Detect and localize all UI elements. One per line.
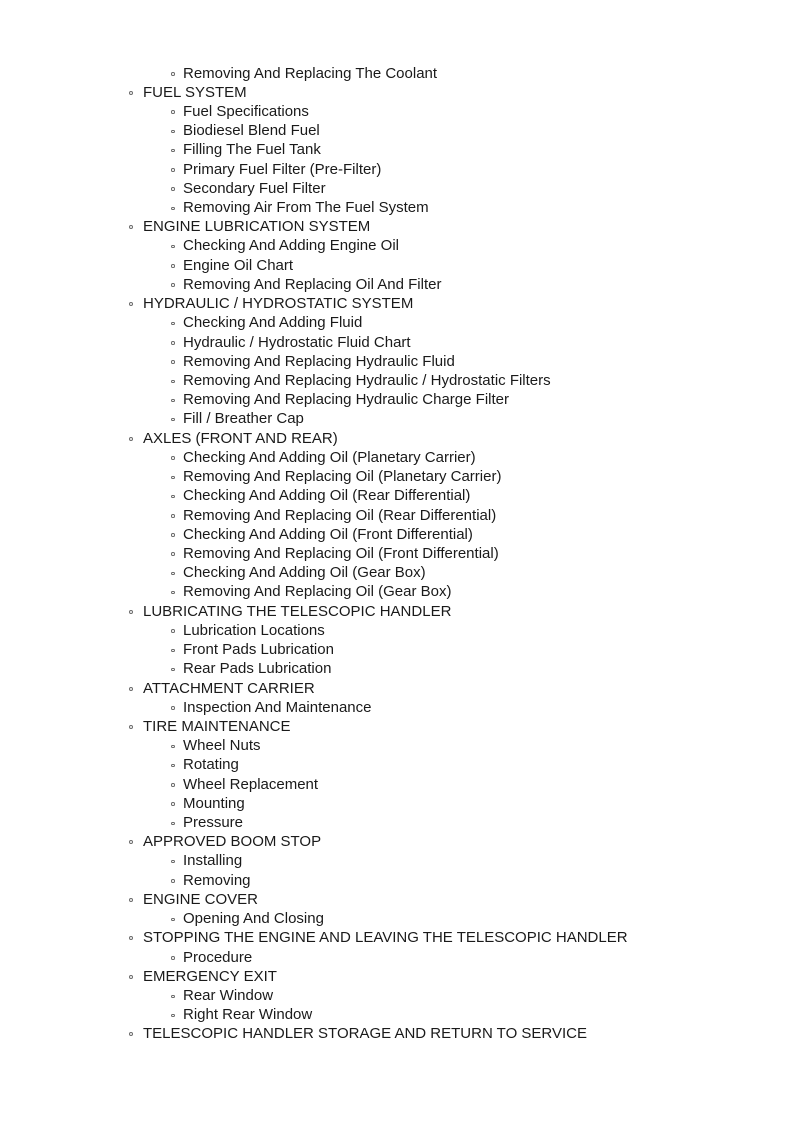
bullet-icon bbox=[171, 591, 175, 595]
bullet-icon bbox=[171, 552, 175, 556]
toc-section-label: APPROVED BOOM STOP bbox=[143, 833, 322, 851]
bullet-icon bbox=[171, 380, 175, 384]
toc-subsection-label: Fill / Breather Cap bbox=[183, 410, 304, 428]
toc-subsection bbox=[0, 333, 794, 352]
toc-section bbox=[0, 832, 794, 851]
toc-subsection bbox=[0, 467, 794, 486]
bullet-icon bbox=[171, 187, 175, 191]
toc-subsection bbox=[0, 986, 794, 1005]
toc-section-label: LUBRICATING THE TELESCOPIC HANDLER bbox=[143, 602, 452, 620]
toc-subsection-label: Removing And Replacing Oil (Front Differential) bbox=[183, 544, 499, 562]
toc-subsection bbox=[0, 659, 794, 678]
bullet-icon bbox=[171, 245, 175, 249]
toc-section bbox=[0, 217, 794, 236]
bullet-icon bbox=[129, 1032, 133, 1036]
bullet-icon bbox=[129, 687, 133, 691]
bullet-icon bbox=[129, 91, 133, 95]
toc-subsection bbox=[0, 794, 794, 813]
toc-subsection-label: Front Pads Lubrication bbox=[183, 641, 334, 659]
toc-section-label: TELESCOPIC HANDLER STORAGE AND RETURN TO SERVICE bbox=[143, 1025, 587, 1043]
toc-subsection bbox=[0, 909, 794, 928]
bullet-icon bbox=[171, 995, 175, 999]
toc-subsection-label: Mounting bbox=[183, 794, 245, 812]
bullet-icon bbox=[129, 840, 133, 844]
bullet-icon bbox=[171, 283, 175, 287]
toc-section bbox=[0, 928, 794, 947]
toc-subsection-label: Secondary Fuel Filter bbox=[183, 179, 326, 197]
toc-subsection bbox=[0, 640, 794, 659]
toc-section bbox=[0, 294, 794, 313]
toc-subsection bbox=[0, 1005, 794, 1024]
toc-section-label: ATTACHMENT CARRIER bbox=[143, 679, 315, 697]
toc-subsection-label: Checking And Adding Oil (Rear Differential) bbox=[183, 487, 471, 505]
bullet-icon bbox=[171, 110, 175, 114]
toc-subsection bbox=[0, 563, 794, 582]
table-of-contents bbox=[0, 64, 794, 1044]
toc-subsection bbox=[0, 352, 794, 371]
toc-subsection bbox=[0, 775, 794, 794]
toc-subsection bbox=[0, 256, 794, 275]
toc-subsection bbox=[0, 390, 794, 409]
bullet-icon bbox=[171, 149, 175, 153]
toc-subsection-label: Filling The Fuel Tank bbox=[183, 141, 321, 159]
bullet-icon bbox=[171, 341, 175, 345]
toc-subsection-label: Removing And Replacing Oil (Planetary Carrier) bbox=[183, 468, 502, 486]
bullet-icon bbox=[129, 975, 133, 979]
toc-section-label: ENGINE COVER bbox=[143, 890, 259, 908]
toc-subsection bbox=[0, 851, 794, 870]
toc-subsection-label: Opening And Closing bbox=[183, 910, 324, 928]
bullet-icon bbox=[171, 495, 175, 499]
toc-subsection bbox=[0, 448, 794, 467]
toc-subsection-label: Wheel Nuts bbox=[183, 737, 261, 755]
toc-subsection bbox=[0, 582, 794, 601]
bullet-icon bbox=[171, 456, 175, 460]
toc-subsection bbox=[0, 102, 794, 121]
toc-subsection-label: Checking And Adding Engine Oil bbox=[183, 237, 399, 255]
toc-subsection bbox=[0, 506, 794, 525]
bullet-icon bbox=[171, 649, 175, 653]
toc-subsection-label: Removing And Replacing Hydraulic Fluid bbox=[183, 352, 455, 370]
bullet-icon bbox=[171, 629, 175, 633]
bullet-icon bbox=[171, 745, 175, 749]
toc-subsection-label: Removing And Replacing Hydraulic Charge Filter bbox=[183, 391, 509, 409]
toc-subsection-label: Wheel Replacement bbox=[183, 775, 319, 793]
bullet-icon bbox=[171, 399, 175, 403]
toc-section bbox=[0, 890, 794, 909]
toc-section-label: TIRE MAINTENANCE bbox=[143, 717, 291, 735]
toc-subsection-label: Removing And Replacing Oil And Filter bbox=[183, 275, 442, 293]
toc-subsection bbox=[0, 64, 794, 83]
toc-section bbox=[0, 602, 794, 621]
bullet-icon bbox=[171, 514, 175, 518]
toc-subsection bbox=[0, 486, 794, 505]
toc-section-label: FUEL SYSTEM bbox=[143, 83, 247, 101]
toc-subsection bbox=[0, 525, 794, 544]
bullet-icon bbox=[171, 72, 175, 76]
toc-subsection-label: Installing bbox=[183, 852, 243, 870]
bullet-icon bbox=[129, 437, 133, 441]
toc-subsection bbox=[0, 313, 794, 332]
toc-subsection bbox=[0, 198, 794, 217]
toc-subsection-label: Rear Pads Lubrication bbox=[183, 660, 332, 678]
toc-subsection bbox=[0, 275, 794, 294]
toc-subsection-label: Checking And Adding Fluid bbox=[183, 314, 363, 332]
toc-subsection-label: Inspection And Maintenance bbox=[183, 698, 372, 716]
toc-subsection-label: Checking And Adding Oil (Planetary Carrier) bbox=[183, 448, 476, 466]
toc-subsection-label: Removing And Replacing Hydraulic / Hydrostatic Filters bbox=[183, 372, 551, 389]
bullet-icon bbox=[171, 418, 175, 422]
bullet-icon bbox=[129, 725, 133, 729]
toc-section-label: EMERGENCY EXIT bbox=[143, 967, 277, 985]
toc-subsection-label: Rear Window bbox=[183, 987, 274, 1004]
toc-section bbox=[0, 83, 794, 102]
toc-section-label: AXLES (FRONT AND REAR) bbox=[143, 429, 338, 447]
toc-subsection bbox=[0, 755, 794, 774]
toc-subsection-label: Rotating bbox=[183, 756, 239, 774]
toc-subsection-label: Checking And Adding Oil (Gear Box) bbox=[183, 564, 426, 582]
bullet-icon bbox=[171, 130, 175, 134]
toc-section-label: HYDRAULIC / HYDROSTATIC SYSTEM bbox=[143, 295, 414, 313]
toc-subsection bbox=[0, 871, 794, 890]
toc-subsection-label: Checking And Adding Oil (Front Differential) bbox=[183, 525, 473, 543]
toc-section bbox=[0, 717, 794, 736]
bullet-icon bbox=[171, 879, 175, 883]
toc-subsection bbox=[0, 736, 794, 755]
bullet-icon bbox=[129, 936, 133, 940]
toc-subsection bbox=[0, 948, 794, 967]
bullet-icon bbox=[171, 918, 175, 922]
bullet-icon bbox=[171, 706, 175, 710]
bullet-icon bbox=[171, 322, 175, 326]
bullet-icon bbox=[171, 956, 175, 960]
toc-section-label: ENGINE LUBRICATION SYSTEM bbox=[143, 218, 371, 236]
bullet-icon bbox=[171, 168, 175, 172]
bullet-icon bbox=[171, 207, 175, 211]
toc-section bbox=[0, 1024, 794, 1043]
bullet-icon bbox=[171, 264, 175, 268]
toc-subsection bbox=[0, 121, 794, 140]
toc-subsection bbox=[0, 409, 794, 428]
toc-section bbox=[0, 679, 794, 698]
toc-subsection-label: Removing And Replacing Oil (Rear Differential) bbox=[183, 506, 497, 524]
toc-section-label: STOPPING THE ENGINE AND LEAVING THE TELESCOPIC HANDLER bbox=[143, 929, 628, 947]
toc-subsection-label: Removing Air From The Fuel System bbox=[183, 199, 429, 217]
bullet-icon bbox=[171, 860, 175, 864]
bullet-icon bbox=[171, 783, 175, 787]
toc-subsection bbox=[0, 813, 794, 832]
toc-section bbox=[0, 429, 794, 448]
toc-subsection-label: Biodiesel Blend Fuel bbox=[183, 122, 320, 140]
toc-subsection-label: Pressure bbox=[183, 814, 244, 832]
toc-subsection-label: Engine Oil Chart bbox=[183, 256, 294, 274]
bullet-icon bbox=[171, 360, 175, 364]
toc-subsection-label: Fuel Specifications bbox=[183, 102, 309, 120]
bullet-icon bbox=[129, 302, 133, 306]
bullet-icon bbox=[129, 610, 133, 614]
toc-subsection-label: Right Rear Window bbox=[183, 1006, 313, 1024]
toc-section bbox=[0, 967, 794, 986]
bullet-icon bbox=[171, 668, 175, 672]
toc-subsection bbox=[0, 544, 794, 563]
toc-subsection bbox=[0, 698, 794, 717]
bullet-icon bbox=[171, 533, 175, 537]
toc-subsection bbox=[0, 236, 794, 255]
toc-subsection-label: Primary Fuel Filter (Pre-Filter) bbox=[183, 160, 382, 178]
toc-subsection-label: Removing bbox=[183, 871, 251, 889]
toc-subsection bbox=[0, 160, 794, 179]
toc-subsection-label: Removing And Replacing Oil (Gear Box) bbox=[183, 583, 452, 601]
toc-subsection-label: Removing And Replacing The Coolant bbox=[183, 64, 438, 82]
toc-subsection-label: Lubrication Locations bbox=[183, 621, 325, 639]
bullet-icon bbox=[171, 572, 175, 576]
toc-subsection-label: Hydraulic / Hydrostatic Fluid Chart bbox=[183, 333, 411, 351]
bullet-icon bbox=[171, 822, 175, 826]
toc-subsection bbox=[0, 140, 794, 159]
toc-subsection-label: Procedure bbox=[183, 948, 253, 966]
bullet-icon bbox=[129, 225, 133, 229]
bullet-icon bbox=[171, 764, 175, 768]
toc-subsection bbox=[0, 621, 794, 640]
bullet-icon bbox=[171, 1014, 175, 1018]
bullet-icon bbox=[129, 898, 133, 902]
toc-subsection bbox=[0, 179, 794, 198]
bullet-icon bbox=[171, 476, 175, 480]
toc-subsection bbox=[0, 371, 794, 390]
bullet-icon bbox=[171, 802, 175, 806]
